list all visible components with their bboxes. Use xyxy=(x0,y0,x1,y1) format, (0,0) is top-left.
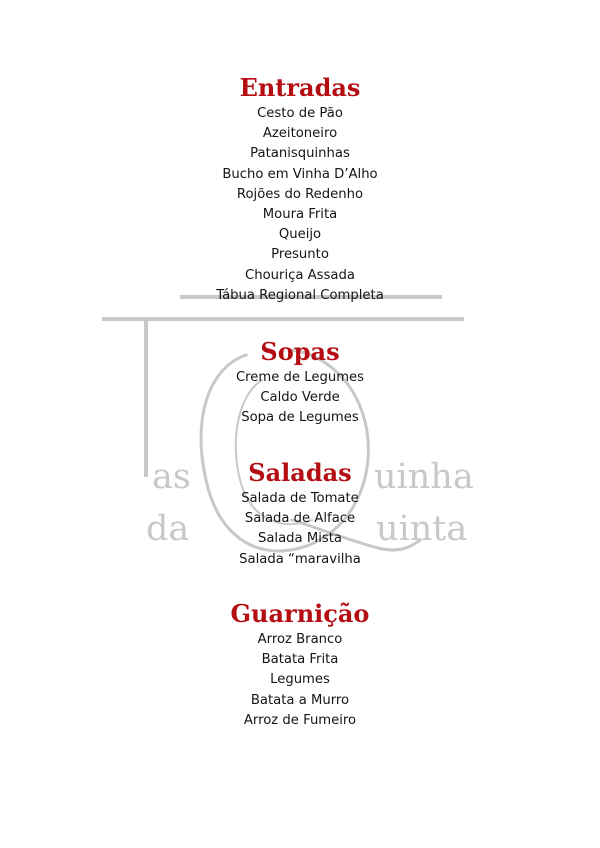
menu-item: Creme de Legumes xyxy=(235,370,365,385)
menu-item: Salada de Alface xyxy=(244,511,356,527)
item-list xyxy=(0,489,600,570)
menu-item: Caldo Verde xyxy=(260,390,340,406)
item-list xyxy=(0,368,600,429)
menu-item: Sopa de Legumes xyxy=(241,410,359,426)
section-title: Guarnição xyxy=(230,599,370,628)
watermark-word-quinta: uinta xyxy=(376,509,468,549)
section-entradas xyxy=(0,72,600,306)
item-list xyxy=(0,104,600,306)
watermark-word-tas: as xyxy=(152,457,191,497)
menu-item: Chouriça Assada xyxy=(245,267,355,283)
item-list xyxy=(0,630,600,731)
watermark-word-quinha: uinha xyxy=(374,457,474,497)
menu-item: Azeitoneiro xyxy=(262,126,338,142)
menu-item: Legumes xyxy=(270,672,330,688)
watermark-word-da: da xyxy=(146,509,190,549)
menu-item: Batata a Murro xyxy=(250,692,350,708)
menu-item: Batata Frita xyxy=(261,652,339,668)
menu-item: Presunto xyxy=(271,247,329,263)
section-title: Sopas xyxy=(260,337,340,366)
menu-item: Arroz de Fumeiro xyxy=(243,712,357,728)
menu-item: Salada Mista xyxy=(257,531,342,547)
menu-item: Salada “maravilha xyxy=(239,551,361,567)
section-title: Saladas xyxy=(248,458,352,487)
section-title: Entradas xyxy=(239,73,361,102)
menu-item: Cesto de Pão xyxy=(257,106,343,121)
menu-item: Patanisquinhas xyxy=(250,146,350,162)
menu-item: Queijo xyxy=(278,227,322,243)
section-sopas xyxy=(0,336,600,429)
menu-item: Tábua Regional Completa xyxy=(216,287,384,303)
menu-item: Moura Frita xyxy=(262,207,338,223)
menu-item: Salada de Tomate xyxy=(241,491,359,506)
menu-item: Rojões do Redenho xyxy=(236,186,364,202)
section-guarnicao xyxy=(0,598,600,731)
menu-item: Arroz Branco xyxy=(257,632,343,647)
menu-item: Bucho em Vinha D’Alho xyxy=(222,166,378,182)
section-saladas xyxy=(0,457,600,570)
